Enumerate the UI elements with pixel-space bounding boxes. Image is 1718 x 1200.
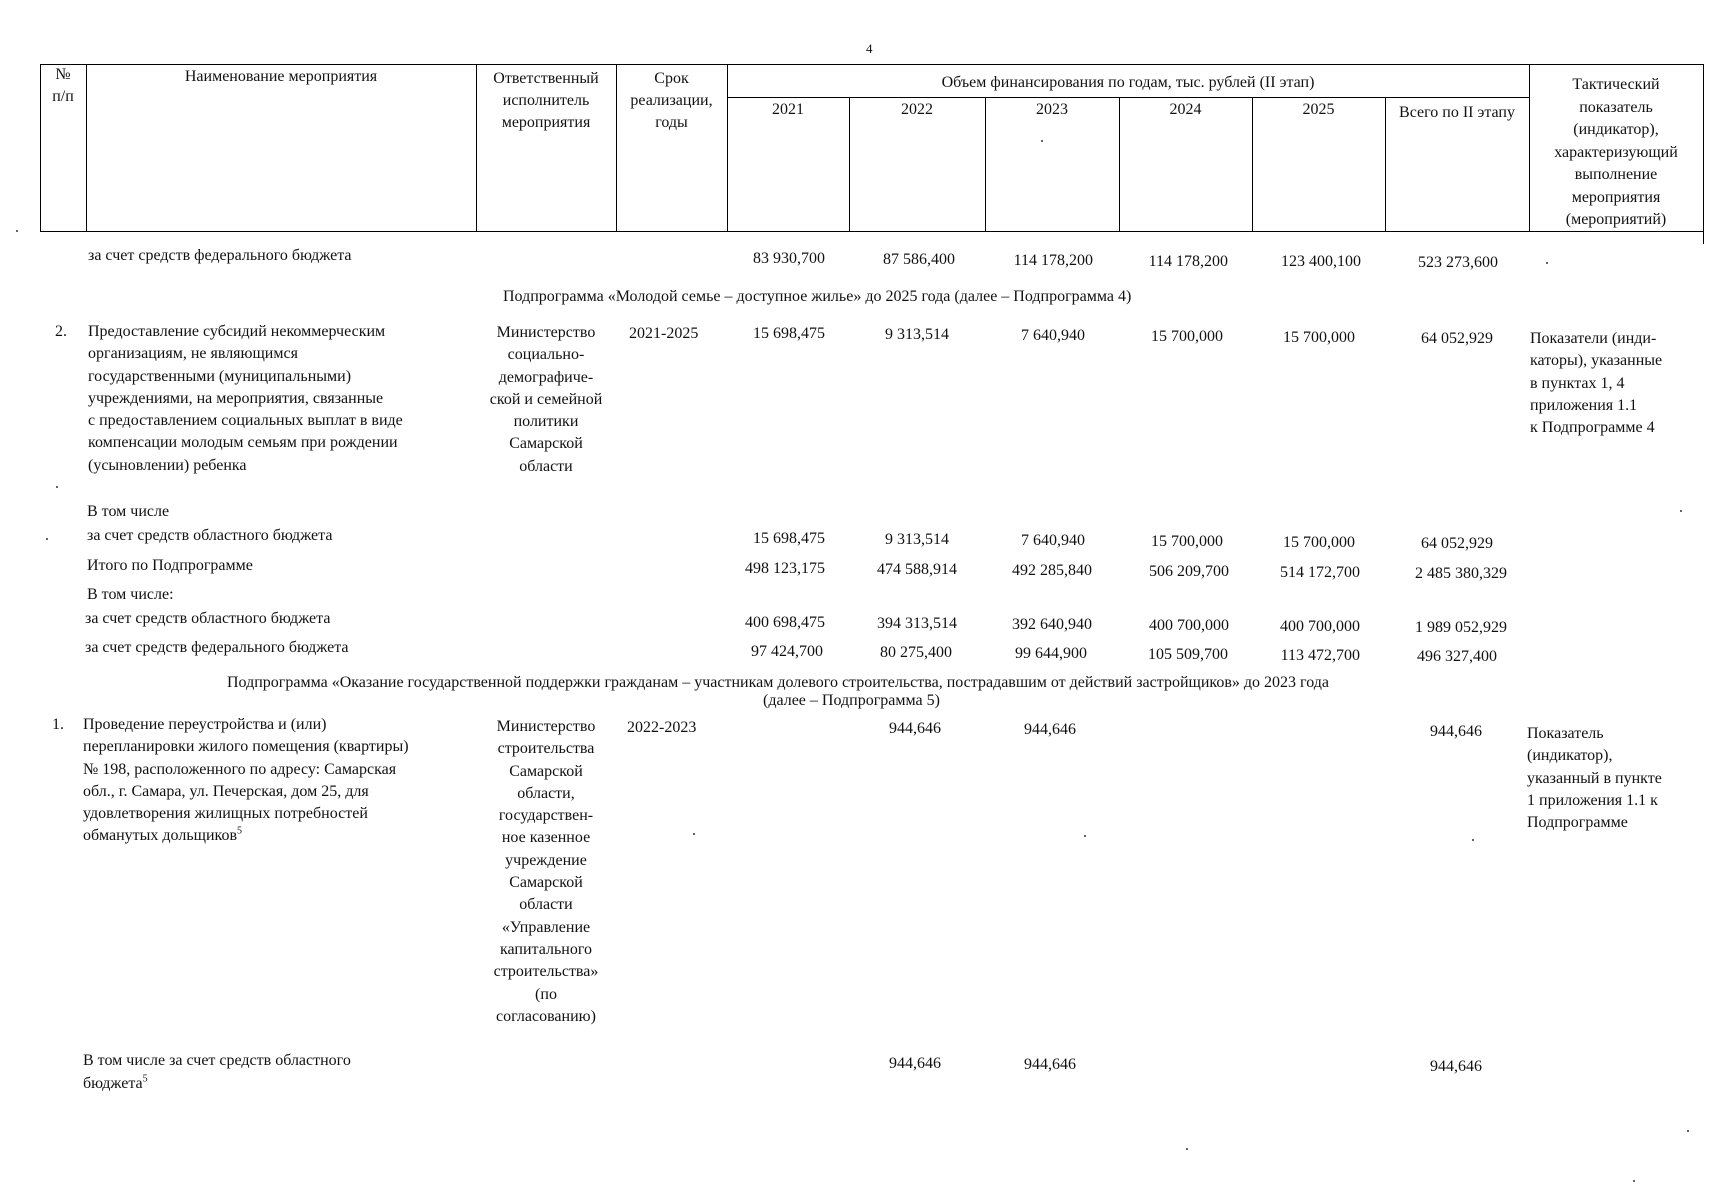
regional-2-2021: 400 698,475	[745, 614, 825, 631]
item-2-term: 2021-2025	[629, 325, 699, 342]
subtotal-2022: 474 588,914	[877, 561, 957, 578]
item-2-indicator: Показатели (инди- каторы), указанные в пунктах 1, 4 приложения 1.1 к Подпрограмме 4	[1530, 330, 1663, 437]
header-term: Срок реализации, годы	[630, 70, 713, 131]
regional-2-total: 1 989 052,929	[1415, 619, 1507, 636]
federal-top-2021: 83 930,700	[753, 250, 825, 267]
regional-1-2023: 7 640,940	[1021, 532, 1085, 549]
subtotal-total: 2 485 380,329	[1415, 565, 1507, 582]
federal-top-2022: 87 586,400	[883, 251, 955, 268]
federal-top-label: за счет средств федерального бюджета	[88, 247, 352, 264]
subtotal-2024: 506 209,700	[1149, 563, 1229, 580]
scan-speck	[1687, 1130, 1689, 1132]
regional-3-label: В том числе за счет средств областного	[83, 1052, 351, 1069]
item-2-2023: 7 640,940	[1021, 327, 1085, 344]
scan-speck	[1041, 140, 1043, 142]
header-name: Наименование мероприятия	[184, 68, 378, 85]
subprogram-5-title: Подпрограмма «Оказание государственной поддержки гражданам – участникам долевого строительства, пострадавшим от действий застройщиков» до 2023 года	[227, 674, 1329, 691]
header-num: № п/п	[52, 66, 74, 105]
item-1-term: 2022-2023	[627, 719, 697, 736]
regional-2-label: за счет средств областного бюджета	[85, 610, 331, 627]
item-2-2024: 15 700,000	[1151, 328, 1223, 345]
item-1-number: 1.	[52, 716, 64, 733]
scan-speck	[1472, 839, 1474, 841]
col-border	[86, 64, 87, 232]
regional-3-total: 944,646	[1430, 1058, 1482, 1075]
subtotal-2025: 514 172,700	[1280, 564, 1360, 581]
regional-2-2023: 392 640,940	[1012, 616, 1092, 633]
regional-3-2022: 944,646	[889, 1055, 941, 1072]
federal-top-2024: 114 178,200	[1148, 253, 1228, 270]
regional-1-2021: 15 698,475	[753, 530, 825, 547]
item-1-name	[83, 714, 483, 848]
header-funding: Объем финансирования по годам, тыс. рублей (II этап)	[941, 74, 1315, 91]
scan-speck	[1633, 1180, 1635, 1182]
regional-1-2025: 15 700,000	[1283, 534, 1355, 551]
including-label: В том числе	[87, 503, 170, 520]
item-1-indicator: Показатель (индикатор), указанный в пункте 1 приложения 1.1 к Подпрограмме	[1527, 725, 1662, 832]
item-2-name: Предоставление субсидий некоммерческим организациям, не являющимся государственными (муниципальными) учреждениями, на мероприятия, связанные с предоставлением социальных выплат в виде компенсации молодым семьям при рождении (усыновлении) ребенка	[88, 323, 403, 474]
regional-3-2023: 944,646	[1024, 1056, 1076, 1073]
scan-speck	[1186, 1148, 1188, 1150]
item-1-2023: 944,646	[1024, 721, 1076, 738]
header-year-2022: 2022	[901, 101, 933, 118]
federal-2-2021: 97 424,700	[751, 643, 823, 660]
item-2-2022: 9 313,514	[885, 326, 949, 343]
header-bottom-border	[40, 231, 1704, 232]
federal-top-2023: 114 178,200	[1013, 252, 1093, 269]
regional-2-2024: 400 700,000	[1149, 617, 1229, 634]
item-1-2022: 944,646	[889, 720, 941, 737]
subprogram-4-title: Подпрограмма «Молодой семье – доступное жилье» до 2025 года (далее – Подпрограмма 4)	[503, 288, 1132, 305]
years-divider	[727, 97, 1529, 98]
regional-2-2022: 394 313,514	[877, 615, 957, 632]
item-2-responsible: Министерство социально- демографиче- ской и семейной политики Самарской области	[489, 324, 603, 475]
regional-3-label-cont	[83, 1073, 148, 1095]
subtotal-2021: 498 123,175	[745, 560, 825, 577]
header-top-border	[40, 64, 1704, 65]
regional-1-total: 64 052,929	[1421, 535, 1493, 552]
scan-speck	[16, 230, 18, 232]
header-year-2021: 2021	[772, 101, 804, 118]
header-indicator: Тактический показатель (индикатор), характеризующий выполнение мероприятия (мероприятий)	[1554, 76, 1678, 228]
scan-speck	[46, 538, 48, 540]
header-responsible: Ответственный исполнитель мероприятия	[493, 70, 599, 131]
federal-2-2023: 99 644,900	[1015, 645, 1087, 662]
subtotal-label: Итого по Подпрограмме	[87, 557, 253, 574]
federal-2-2022: 80 275,400	[880, 644, 952, 661]
item-1-name-text: Проведение переустройства и (или) перепланировки жилого помещения (квартиры) № 198, расположенного по адресу: Самарская обл., г. Самара, ул. Печерская, дом 25, для удовлетворения жилищных потребностей обманутых дольщиков	[83, 716, 409, 845]
federal-2-label: за счет средств федерального бюджета	[85, 639, 349, 656]
item-2-total: 64 052,929	[1421, 330, 1493, 347]
federal-top-total: 523 273,600	[1418, 254, 1498, 271]
item-1-total: 944,646	[1430, 723, 1482, 740]
header-year-2025: 2025	[1302, 101, 1335, 118]
regional-3-footnote: 5	[142, 1073, 148, 1085]
item-2-2025: 15 700,000	[1283, 329, 1355, 346]
item-2-number: 2.	[55, 323, 67, 340]
scan-speck	[693, 833, 695, 835]
regional-1-2024: 15 700,000	[1151, 533, 1223, 550]
item-2-2021: 15 698,475	[753, 325, 825, 342]
federal-top-2025: 123 400,100	[1281, 253, 1361, 270]
header-year-2024: 2024	[1169, 101, 1202, 118]
scan-speck	[1546, 262, 1548, 264]
federal-2-2025: 113 472,700	[1280, 647, 1360, 664]
subprogram-5-title-cont: (далее – Подпрограмма 5)	[763, 692, 940, 709]
scan-speck	[1680, 510, 1682, 512]
federal-2-2024: 105 509,700	[1148, 646, 1228, 663]
scan-speck	[1084, 835, 1086, 837]
item-1-footnote: 5	[237, 826, 243, 838]
including-colon-label: В том числе:	[87, 586, 174, 603]
item-1-responsible: Министерство строительства Самарской области, государствен- ное казенное учреждение Самарской области «Управление капитального строительства» (по согласованию)	[493, 718, 599, 1025]
federal-2-total: 496 327,400	[1417, 648, 1497, 665]
subtotal-2023: 492 285,840	[1012, 562, 1092, 579]
col-border	[1703, 64, 1704, 244]
regional-1-2022: 9 313,514	[885, 531, 949, 548]
scan-speck	[56, 486, 58, 488]
header-year-2023: 2023	[1036, 101, 1068, 118]
page-number: 4	[866, 41, 873, 56]
regional-2-2025: 400 700,000	[1280, 618, 1360, 635]
header-total: Всего по II этапу	[1399, 104, 1515, 121]
regional-1-label: за счет средств областного бюджета	[87, 527, 333, 544]
regional-3-label-text: бюджета	[83, 1075, 143, 1092]
